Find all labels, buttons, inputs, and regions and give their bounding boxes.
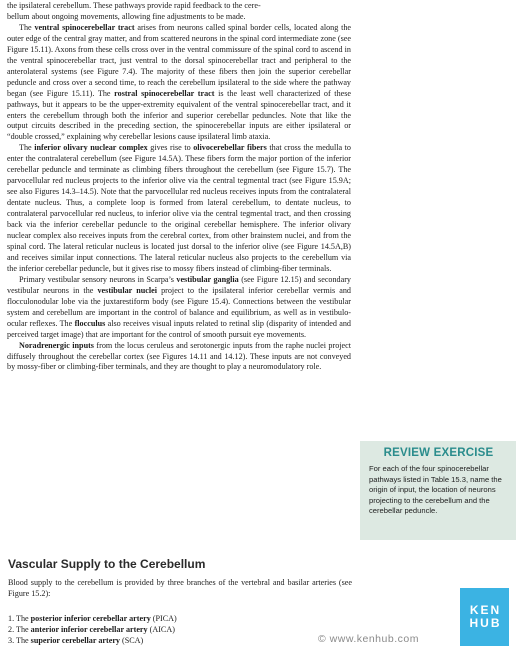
review-exercise-box <box>360 441 516 540</box>
watermark-url: © www.kenhub.com <box>318 633 419 645</box>
artery-abbr: (SCA) <box>120 636 144 646</box>
text-run: from the locus ceruleus and serotonergic inputs from the raphe nuclei project diffusely throughout the cerebellar cortex (see Figures 14.11 and 14.12). These inputs are not conveyed by mossy-fiber or climbing-fiber terminals, and they are thought to play a neuromodulatory role. <box>7 340 351 372</box>
logo-line: HUB <box>469 616 502 630</box>
paragraph-ventral-spinocerebellar <box>7 23 351 143</box>
text-run: (see Figure 12.15) and secondary vestibular neurons in the <box>7 274 351 295</box>
section-heading: Vascular Supply to the Cerebellum <box>8 557 206 571</box>
list-item <box>8 624 308 635</box>
artery-name: posterior inferior cerebellar artery <box>30 614 151 623</box>
list-item <box>8 635 308 646</box>
logo-line: KEN <box>469 603 502 617</box>
main-text-column <box>7 1 351 373</box>
list-prefix: 1. The <box>8 614 31 623</box>
list-prefix: 3. The <box>8 636 31 646</box>
text-run: gives rise to <box>147 143 194 153</box>
list-item <box>8 613 308 624</box>
artery-abbr: (AICA) <box>147 625 175 635</box>
text-run: project to the ipsilateral inferior cerebellar vermis and flocculonodular lobe via the juxtarestiform body (see Figure 15.4). Connections between the vestibular system and cerebellum are important in the control of balance and equilibrium, as well as in vestibulo-ocular reflexes. The <box>7 285 351 328</box>
section-intro: Blood supply to the cerebellum is provided by three branches of the vertebral and basilar arteries (see Figure 15.2): <box>8 578 352 598</box>
text-run: arises from neurons called spinal border cells, located along the outer edge of the central gray matter, and from scattered neurons in the spinal cord intermediate zone (see Figure 15.11). Axons from these cells cross over in the ventral commissure of the spinal cord to ascend in the ventral spinocerebellar tract, just ventral to the dorsal spinocerebellar tract and peripheral to the anterolateral systems (see Figure 7.4). The majority of these fibers then join the superior cerebellar peduncle and cross over a second time, to reach the cerebellum ipsilateral to the side where the pathway began (see Figure 15.11). The <box>7 22 352 98</box>
term-noradrenergic-inputs: Noradrenergic inputs <box>19 340 94 350</box>
list-prefix: 2. The <box>8 625 31 635</box>
term-ventral-spinocerebellar-tract: ventral spinocerebellar tract <box>34 22 135 32</box>
paragraph-inferior-olivary <box>7 143 351 274</box>
artery-abbr: (PICA) <box>150 614 177 623</box>
text-run: Primary vestibular sensory neurons in Scarpa’s <box>19 274 177 284</box>
term-rostral-spinocerebellar-tract: rostral spinocerebellar tract <box>114 88 215 98</box>
artery-name: anterior inferior cerebellar artery <box>30 625 148 635</box>
paragraph-noradrenergic <box>7 341 351 374</box>
text-line: the ipsilateral cerebellum. These pathways provide rapid feedback to the cere- <box>7 1 261 10</box>
term-vestibular-nuclei: vestibular nuclei <box>97 285 157 295</box>
term-inferior-olivary-nuclear-complex: inferior olivary nuclear complex <box>34 143 148 153</box>
kenhub-logo <box>460 588 509 646</box>
paragraph-vestibular <box>7 275 351 341</box>
artery-name: superior cerebellar artery <box>30 636 120 646</box>
text-run: The <box>19 143 35 153</box>
term-flocculus: flocculus <box>74 318 106 328</box>
review-exercise-text: For each of the four spinocerebellar pathways listed in Table 15.3, name the origin of input, the location of neurons projecting to the cerebellum and the cerebellar peduncle. <box>369 464 502 515</box>
term-vestibular-ganglia: vestibular ganglia <box>176 274 239 284</box>
text-run: that cross the medulla to enter the contralateral cerebellum (see Figure 14.5A). These fibers form the major portion of the inferior cerebellar peduncle and terminate as climbing fibers throughout the cerebellum (see Figure 15.7). The parvocellular red nucleus projects to the inferior olive via the central tegmental tract (see Figure 15.9A; see also Figures 14.3–14.5). Note that the parvocellular red nucleus receives inputs from the contralateral dentate nucleus. Thus, a complete loop is formed from lateral cerebellum, to dentate nucleus, to contralateral parvocellular red nucleus, to inferior olive via the central tegmental tract, and then crossing back via the inferior cerebellar peduncle to the original cerebellar hemisphere. The inferior olivary nuclear complex also receives inputs from the cerebral cortex, from other brainstem nuclei, and from the spinal cord. The lateral reticular nucleus is located just dorsal to the inferior olive (see Figure 14.5A,B) and receives similar input connections. The lateral reticular nucleus also projects to the cerebellum via the inferior cerebellar peduncle, but it gives rise to mossy fibers instead of climbing-fiber terminals. <box>7 143 351 273</box>
paragraph-continuation <box>7 1 351 23</box>
artery-list <box>8 613 308 647</box>
text-run: The <box>19 22 35 32</box>
text-run: also receives visual inputs related to retinal slip (disparity of intended and perceived target image) that are important for the control of smooth pursuit eye movements. <box>7 318 351 339</box>
review-exercise-title: REVIEW EXERCISE <box>383 447 494 459</box>
text-line: bellum about ongoing movements, allowing fine adjustments to be made. <box>7 11 246 21</box>
term-olivocerebellar-fibers: olivocerebellar fibers <box>193 143 267 153</box>
text-run: is the least well characterized of these pathways, but it appears to be the upper-extremity equivalent of the ventral spinocerebellar tract, and it enters the cerebellum through both the inferior and superior cerebellar peduncles. Note that like the output circuits described in the preceding section, the spinocerebellar inputs are either ipsilateral or “double crossed,” explaining why cerebellar lesions cause ipsilateral limb ataxia. <box>7 88 352 142</box>
